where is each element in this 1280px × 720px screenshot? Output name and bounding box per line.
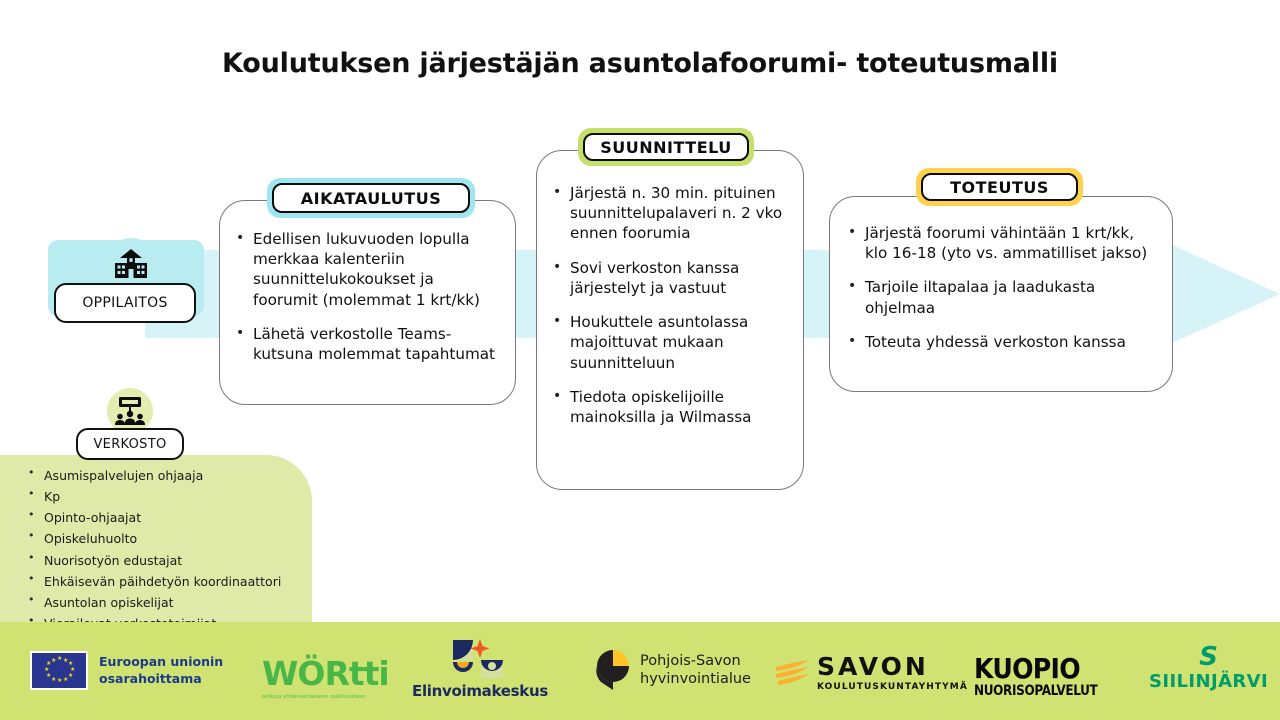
- savon-sub: KOULUTUSKUNTAYHTYMÄ: [817, 682, 968, 692]
- logo-siilinjarvi: [1149, 642, 1269, 693]
- savon-wordmark: [817, 652, 968, 692]
- list-item: • Edellisen lukuvuoden lopulla merkkaa kalenteriin suunnittelukokoukset ja foorumit (molemmat 1 krt/kk): [234, 229, 499, 310]
- node-oppilaitos-label: OPPILAITOS: [82, 295, 168, 311]
- eu-flag-icon: ★ ★ ★ ★ ★ ★ ★ ★ ★ ★ ★ ★: [30, 651, 88, 690]
- badge-label: TOTEUTUS: [921, 173, 1078, 201]
- node-verkosto[interactable]: [76, 428, 184, 460]
- logo-wortti: [262, 654, 389, 700]
- pohjois-savo-drop-icon: [596, 648, 630, 692]
- logo-savon: [775, 652, 968, 692]
- kuopio-main: KUOPIO: [974, 652, 1080, 685]
- list-item: • Kp: [26, 486, 281, 507]
- pohjois-savo-wordmark: [640, 652, 751, 688]
- logo-eu: [30, 651, 223, 690]
- kuopio-sub: NUORISOPALVELUT: [974, 683, 1098, 699]
- list-item: • Houkuttele asuntolassa majoittuvat mukaan suunnitteluun: [551, 312, 787, 373]
- list-item: • Asumispalvelujen ohjaaja: [26, 465, 281, 486]
- stage-bullets-toteutus: [846, 223, 1156, 352]
- list-item: • Opinto-ohjaajat: [26, 507, 281, 528]
- elinvoimakeskus-mark-icon: [449, 638, 511, 678]
- stage-card-aikataulutus: [219, 200, 516, 405]
- list-item: • Järjestä n. 30 min. pituinen suunnittelupalaveri n. 2 vko ennen foorumia: [551, 183, 787, 244]
- stage-card-toteutus: [829, 196, 1173, 392]
- badge-label: AIKATAULUTUS: [272, 183, 470, 213]
- list-item: • Tiedota opiskelijoille mainoksilla ja Wilmassa: [551, 387, 787, 427]
- badge-label: SUUNNITTELU: [583, 133, 749, 161]
- slide-title: Koulutuksen järjestäjän asuntolafoorumi- toteutusmalli: [222, 48, 1058, 79]
- stage-bullets-aikataulutus: [234, 229, 499, 364]
- siilinjarvi-mark-icon: S: [1199, 642, 1218, 672]
- sponsor-footer: [0, 622, 1280, 720]
- network-member-list: [26, 465, 281, 634]
- node-verkosto-label: VERKOSTO: [93, 436, 167, 452]
- list-item: • Sovi verkoston kanssa järjestelyt ja vastuut: [551, 258, 787, 298]
- savon-swoosh-icon: [775, 658, 811, 686]
- list-item: • Asuntolan opiskelijat: [26, 592, 281, 613]
- list-item: • Toteuta yhdessä verkoston kanssa: [846, 332, 1156, 352]
- eu-logo-line2: osarahoittama: [99, 670, 202, 686]
- elinvoimakeskus-wordmark: Elinvoimakeskus: [412, 682, 548, 700]
- wortti-wordmark: WÖRtti: [262, 654, 389, 693]
- list-item: • Tarjoile iltapalaa ja laadukasta ohjelmaa: [846, 277, 1156, 317]
- logo-kuopio: [974, 652, 1118, 699]
- network-member-panel: [0, 455, 312, 630]
- stage-card-suunnittelu: [536, 150, 804, 490]
- logo-pohjois-savo: [596, 648, 751, 692]
- stage-badge-aikataulutus[interactable]: [267, 178, 475, 218]
- savon-main: SAVON: [817, 652, 929, 681]
- wortti-tagline: polkuja yhdenvertaiseen osallisuuteen: [262, 694, 366, 700]
- list-item: • Järjestä foorumi vähintään 1 krt/kk, klo 16-18 (yto vs. ammatilliset jakso): [846, 223, 1156, 263]
- list-item: • Ehkäisevän päihdetyön koordinaattori: [26, 571, 281, 592]
- stage-badge-toteutus[interactable]: [916, 168, 1083, 206]
- eu-logo-line1: Euroopan unionin: [99, 653, 224, 669]
- pohjois-savo-line1: Pohjois-Savon: [640, 652, 741, 669]
- eu-logo-text: [99, 654, 223, 688]
- siilinjarvi-wordmark: SIILINJÄRVI: [1149, 671, 1269, 693]
- logo-elinvoimakeskus: [412, 638, 548, 700]
- list-item: • Opiskeluhuolto: [26, 528, 281, 549]
- stage-badge-suunnittelu[interactable]: [578, 128, 754, 166]
- stage-bullets-suunnittelu: [551, 183, 787, 427]
- node-oppilaitos[interactable]: [54, 283, 196, 323]
- pohjois-savo-line2: hyvinvointialue: [640, 671, 751, 687]
- list-item: • Lähetä verkostolle Teams-kutsuna molemmat tapahtumat: [234, 324, 499, 364]
- list-item: • Nuorisotyön edustajat: [26, 550, 281, 571]
